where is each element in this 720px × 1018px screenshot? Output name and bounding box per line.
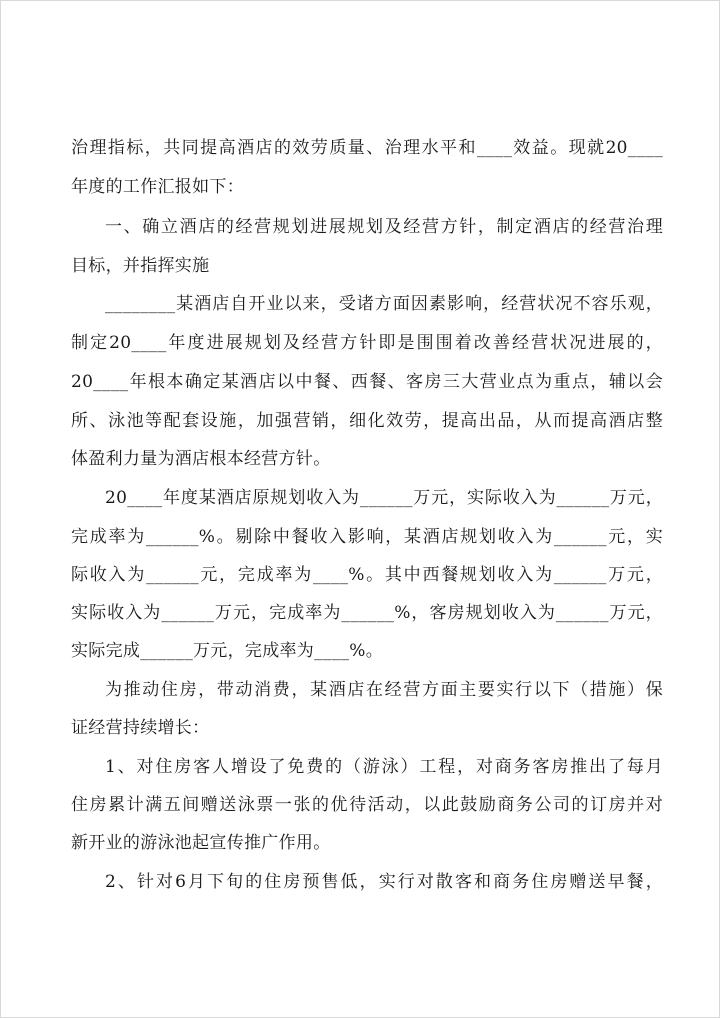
text-line: 治理指标，共同提高酒店的效劳质量、治理水平和____效益。现就20____ bbox=[71, 138, 663, 158]
text-line: 完成率为______%。剔除中餐收入影响，某酒店规划收入为______元，实 bbox=[71, 527, 663, 547]
text-line: 为推动住房，带动消费，某酒店在经营方面主要实行以下（措施）保 bbox=[105, 680, 663, 700]
text-line: 目标，并指挥实施 bbox=[71, 256, 210, 276]
text-line: 年度的工作汇报如下： bbox=[71, 177, 244, 197]
text-line: 20____年度某酒店原规划收入为______万元，实际收入为______万元， bbox=[105, 488, 663, 508]
text-line: 2、针对6月下旬的住房预售低，实行对散客和商务住房赠送早餐， bbox=[105, 872, 663, 892]
text-line: ________某酒店自开业以来，受诸方面因素影响，经营状况不容乐观， bbox=[105, 294, 663, 314]
text-line: 证经营持续增长： bbox=[71, 718, 210, 738]
text-line: 20____年根本确定某酒店以中餐、西餐、客房三大营业点为重点，辅以会 bbox=[71, 372, 663, 392]
text-line: 体盈利力量为酒店根本经营方针。 bbox=[71, 449, 331, 469]
text-line: 1、对住房客人增设了免费的（游泳）工程，对商务客房推出了每月 bbox=[105, 757, 663, 777]
text-line: 新开业的游泳池起宣传推广作用。 bbox=[71, 833, 331, 853]
text-line: 际收入为______元，完成率为____%。其中西餐规划收入为______万元， bbox=[71, 565, 663, 585]
text-line: 制定20____年度进展规划及经营方针即是围围着改善经营状况进展的， bbox=[71, 333, 663, 353]
text-line: 住房累计满五间赠送泳票一张的优待活动，以此鼓励商务公司的订房并对 bbox=[71, 795, 663, 815]
text-line: 所、泳池等配套设施，加强营销，细化效劳，提高出品，从而提高酒店整 bbox=[71, 411, 663, 431]
text-line: 一、确立酒店的经营规划进展规划及经营方针，制定酒店的经营治理 bbox=[105, 217, 663, 237]
text-line: 实际完成______万元，完成率为____%。 bbox=[71, 641, 384, 661]
text-line: 实际收入为______万元，完成率为______%，客房规划收入为______万元， bbox=[71, 603, 663, 623]
